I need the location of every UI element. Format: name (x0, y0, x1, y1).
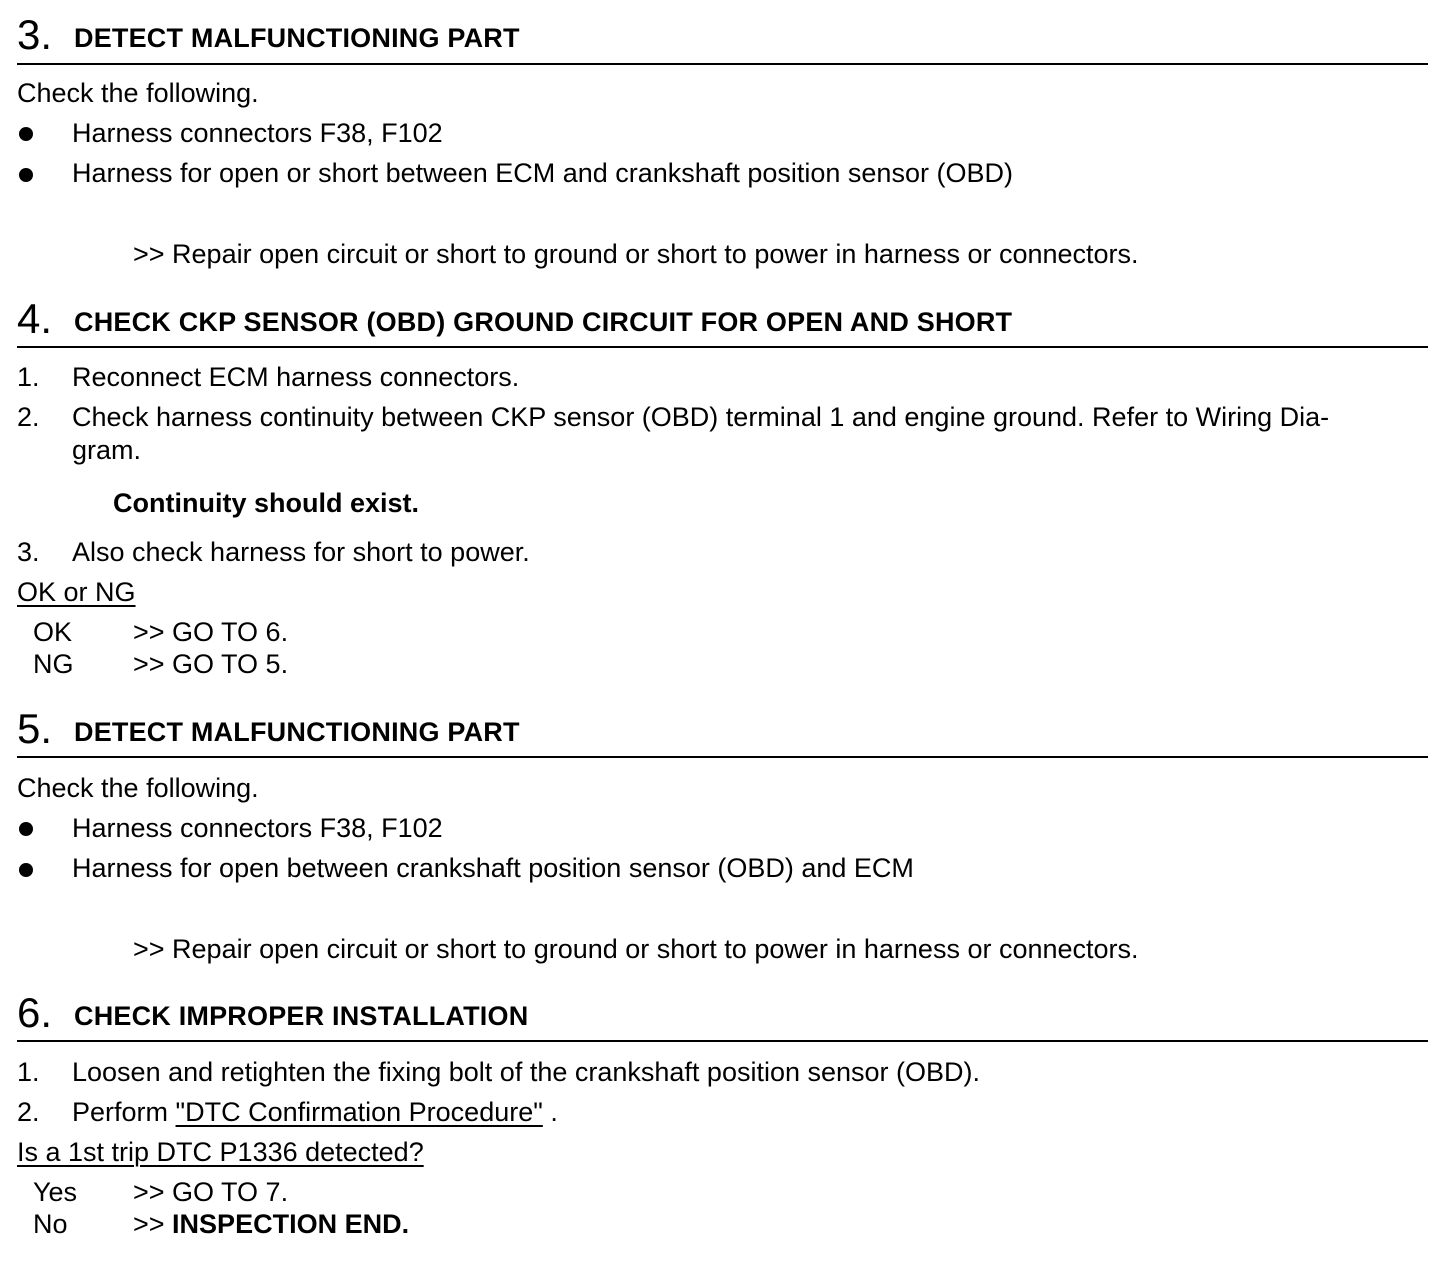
intro-text: Check the following. (17, 78, 259, 108)
result-key: OK (33, 617, 73, 647)
result-value: >> GO TO 6. (133, 617, 289, 647)
action-text: >> Repair open circuit or short to ground or short to power in harness or connectors. (133, 934, 1139, 964)
step-number: 1. (17, 362, 40, 392)
step-text-suffix: . (542, 1097, 558, 1127)
inspection-end-text: INSPECTION END. (172, 1209, 410, 1239)
dtc-confirmation-procedure-link[interactable]: "DTC Confirmation Procedure" (175, 1097, 543, 1127)
bullet-icon (19, 863, 33, 877)
bullet-item: Harness for open between crankshaft position sensor (OBD) and ECM (72, 853, 914, 883)
section-5 (17, 704, 1428, 758)
bullet-icon (19, 822, 33, 836)
step-text: Loosen and retighten the fixing bolt of the crankshaft position sensor (OBD). (72, 1057, 981, 1087)
step-text: Check harness continuity between CKP sensor (OBD) terminal 1 and engine ground. Refer to Wiring Dia- (72, 402, 1330, 432)
section-header (17, 988, 1428, 1042)
section-3 (17, 10, 1428, 65)
section-4 (17, 294, 1428, 348)
bullet-item: Harness connectors F38, F102 (72, 118, 443, 148)
bullet-item: Harness connectors F38, F102 (72, 813, 443, 843)
section-number: 6. (17, 989, 53, 1036)
section-header (17, 10, 1428, 65)
step-text-continued: gram. (72, 435, 142, 465)
result-key: No (33, 1209, 68, 1239)
result-key: Yes (33, 1177, 78, 1207)
result-value: >> GO TO 7. (133, 1177, 289, 1207)
section-title: DETECT MALFUNCTIONING PART (74, 23, 520, 53)
question-text: Is a 1st trip DTC P1336 detected? (17, 1137, 424, 1167)
result-prefix: >> (133, 1209, 173, 1239)
result-key: NG (33, 649, 74, 679)
step-text: Reconnect ECM harness connectors. (72, 362, 520, 392)
bullet-item: Harness for open or short between ECM and crankshaft position sensor (OBD) (72, 158, 1013, 188)
bullet-icon (19, 127, 33, 141)
section-6 (17, 988, 1428, 1042)
step-text: Also check harness for short to power. (72, 537, 530, 567)
section-title: CHECK CKP SENSOR (OBD) GROUND CIRCUIT FOR OPEN AND SHORT (74, 307, 1013, 337)
result-value (133, 1208, 409, 1241)
step-number: 1. (17, 1057, 40, 1087)
action-text: >> Repair open circuit or short to ground or short to power in harness or connectors. (133, 239, 1139, 269)
section-title: CHECK IMPROPER INSTALLATION (74, 1001, 529, 1031)
section-number: 3. (17, 11, 53, 58)
question-text: OK or NG (17, 577, 136, 607)
result-value: >> GO TO 5. (133, 649, 289, 679)
section-number: 4. (17, 295, 53, 342)
step-number: 3. (17, 537, 40, 567)
spec-text: Continuity should exist. (113, 488, 420, 518)
section-header (17, 704, 1428, 758)
bullet-icon (19, 168, 33, 182)
section-title: DETECT MALFUNCTIONING PART (74, 717, 520, 747)
step-number: 2. (17, 1097, 40, 1127)
section-number: 5. (17, 705, 53, 752)
intro-text: Check the following. (17, 773, 259, 803)
section-header (17, 294, 1428, 348)
step-text-prefix: Perform (72, 1097, 176, 1127)
step-text (72, 1096, 558, 1129)
step-number: 2. (17, 402, 40, 432)
